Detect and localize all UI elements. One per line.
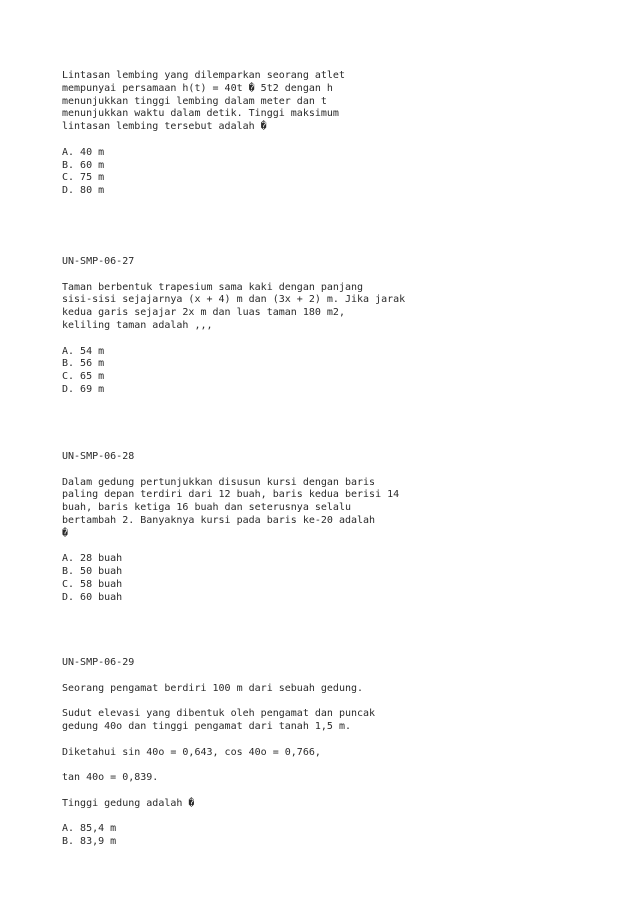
answer-option: D. 80 m (62, 185, 105, 197)
question-text-line: Tinggi gedung adalah � (62, 797, 195, 809)
question-text-line: � (62, 527, 69, 539)
answer-option: B. 56 m (62, 358, 105, 370)
question-text-line: lintasan lembing tersebut adalah � (62, 121, 267, 133)
question-text-line: Diketahui sin 40o = 0,643, cos 40o = 0,766, (62, 746, 321, 758)
answer-option: A. 85,4 m (62, 823, 117, 835)
answer-option: B. 50 buah (62, 566, 123, 578)
question-text-line: Dalam gedung pertunjukkan disusun kursi dengan baris (62, 476, 376, 488)
question-text-line: keliling taman adalah ,,, (62, 319, 213, 331)
question-text-line: sisi-sisi sejajarnya (x + 4) m dan (3x + 2) m. Jika jarak (62, 294, 406, 306)
answer-option: C. 75 m (62, 172, 105, 184)
question-text-line: Taman berbentuk trapesium sama kaki dengan panjang (62, 281, 364, 293)
question-26 (62, 70, 582, 198)
question-text-line: Sudut elevasi yang dibentuk oleh pengamat dan puncak (62, 708, 376, 720)
answer-option: B. 60 m (62, 159, 105, 171)
question-text-line: Seorang pengamat berdiri 100 m dari sebuah gedung. (62, 682, 364, 694)
question-text-line: kedua garis sejajar 2x m dan luas taman 180 m2, (62, 307, 345, 319)
answer-option: D. 60 buah (62, 591, 123, 603)
question-code: UN-SMP-06-27 (62, 256, 135, 267)
question-code: UN-SMP-06-28 (62, 451, 135, 462)
question-text-line: Lintasan lembing yang dilemparkan seorang atlet (62, 70, 345, 81)
question-29 (62, 657, 582, 849)
question-text-line: buah, baris ketiga 16 buah dan seterusnya selalu (62, 502, 351, 514)
question-27 (62, 256, 582, 397)
question-text-line: mempunyai persamaan h(t) = 40t � 5t2 dengan h (62, 82, 333, 94)
question-text-line: gedung 40o dan tinggi pengamat dari tanah 1,5 m. (62, 720, 351, 732)
question-code: UN-SMP-06-29 (62, 657, 135, 668)
answer-option: B. 83,9 m (62, 836, 117, 848)
answer-option: A. 54 m (62, 345, 105, 357)
question-text-line: menunjukkan tinggi lembing dalam meter dan t (62, 95, 327, 107)
answer-option: C. 65 m (62, 371, 105, 383)
question-text-line: menunjukkan waktu dalam detik. Tinggi maksimum (62, 108, 339, 120)
answer-option: A. 28 buah (62, 553, 123, 565)
question-28 (62, 451, 582, 605)
question-text-line: bertambah 2. Banyaknya kursi pada baris ke-20 adalah (62, 514, 376, 526)
answer-option: C. 58 buah (62, 578, 123, 590)
answer-option: A. 40 m (62, 146, 105, 158)
answer-option: D. 69 m (62, 383, 105, 395)
question-text-line: paling depan terdiri dari 12 buah, baris kedua berisi 14 (62, 489, 400, 501)
question-text-line: tan 40o = 0,839. (62, 772, 159, 784)
